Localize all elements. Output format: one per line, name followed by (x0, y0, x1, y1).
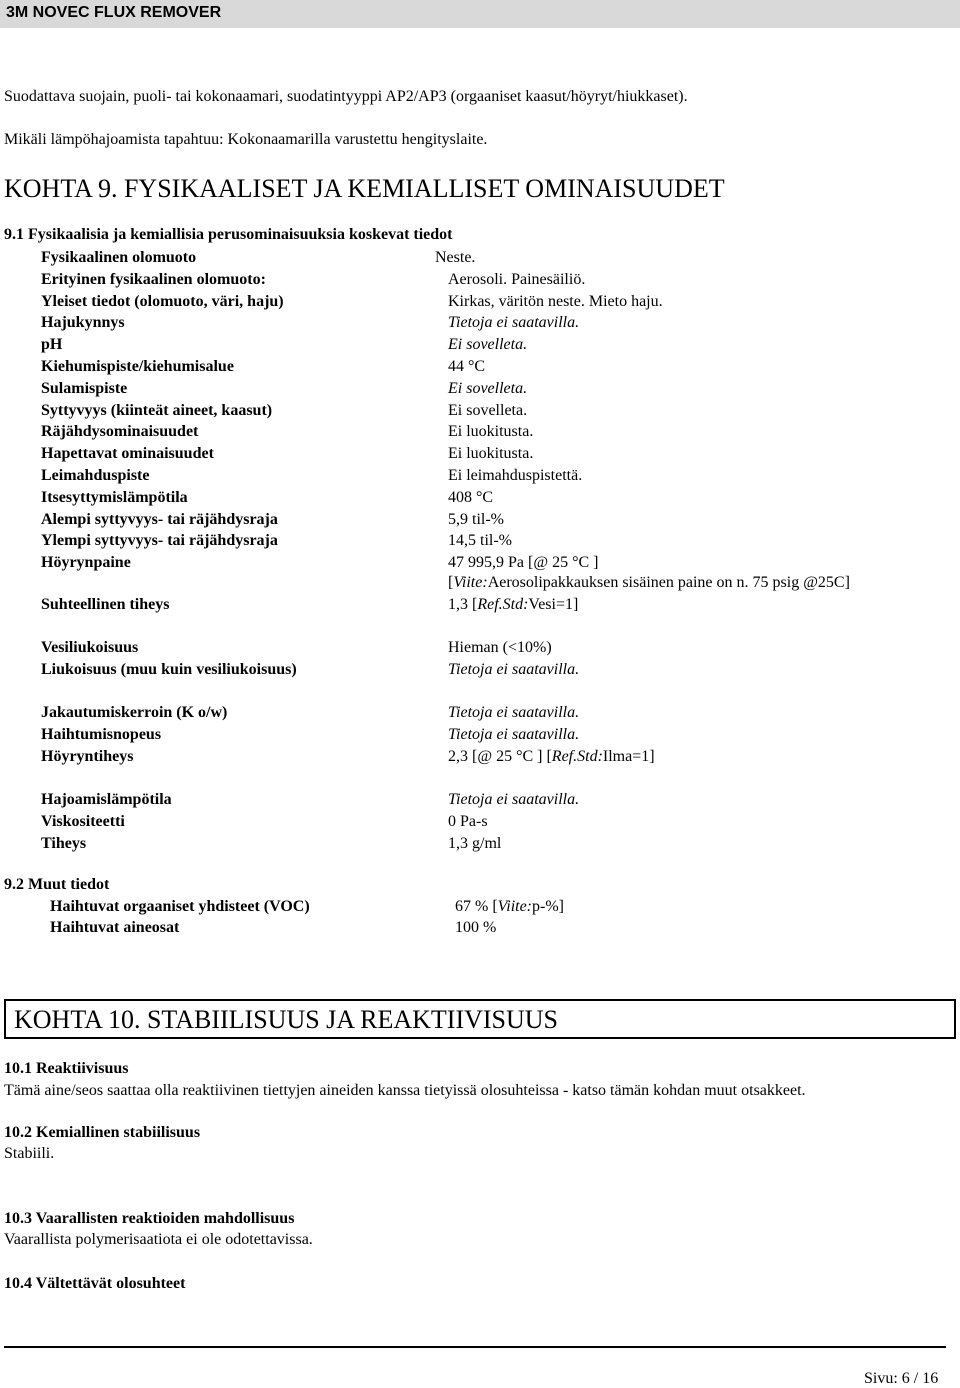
property-value: Ei luokitusta. (448, 423, 534, 441)
note-viite: Viite: (453, 574, 488, 591)
property-value: Ei luokitusta. (448, 445, 534, 463)
subsection-10-1-title: 10.1 Reaktiivisuus (4, 1060, 129, 1077)
property-label: Fysikaalinen olomuoto (41, 249, 197, 266)
value-part: 67 % [ (455, 898, 498, 915)
value-part: 2,3 [@ 25 °C ] [ (448, 748, 552, 765)
property-label: Jakautumiskerroin (K o/w) (41, 704, 228, 721)
property-value: Tietoja ei saatavilla. (448, 726, 580, 743)
note-bracket: [ (448, 574, 454, 591)
value-part: Ilma=1] (602, 748, 655, 765)
property-value: Aerosoli. Painesäiliö. (448, 270, 586, 288)
property-value: 14,5 til-% (448, 532, 512, 550)
ref-std: Ref.Std: (551, 748, 603, 765)
property-label: Räjähdysominaisuudet (41, 423, 199, 441)
subsection-10-4-title: 10.4 Vältettävät olosuhteet (4, 1275, 186, 1292)
property-value: Tietoja ei saatavilla. (448, 791, 580, 808)
property-value: Tietoja ei saatavilla. (448, 661, 580, 678)
subsection-10-2-title: 10.2 Kemiallinen stabiilisuus (4, 1124, 201, 1141)
property-label: Vesiliukoisuus (41, 639, 139, 656)
property-value: Hieman (<10%) (448, 639, 552, 656)
property-value: Ei sovelleta. (448, 401, 528, 419)
page-number: Sivu: 6 / 16 (864, 1370, 939, 1387)
note-text: Aerosolipakkauksen sisäinen paine on n. 75 psig @25C] (487, 574, 850, 591)
volatile-label: Haihtuvat aineosat (50, 919, 180, 936)
vapour-pressure-note (448, 574, 850, 592)
voc-value (455, 898, 564, 916)
value-part: 1,3 [ (448, 596, 478, 613)
value-part: p-%] (532, 898, 564, 915)
property-value: Tietoja ei saatavilla. (448, 314, 580, 332)
vapour-density-label: Höyryntiheys (41, 748, 134, 765)
property-value: Ei sovelleta. (448, 379, 528, 397)
section-9-title: KOHTA 9. FYSIKAALISET JA KEMIALLISET OMINAISUUDET (4, 174, 725, 203)
ref-std: Ref.Std: (477, 596, 529, 613)
property-value: 0 Pa-s (448, 813, 488, 830)
footer-divider (4, 1346, 946, 1348)
subsection-10-3-title: 10.3 Vaarallisten reaktioiden mahdollisuus (4, 1210, 295, 1227)
property-label: Liukoisuus (muu kuin vesiliukoisuus) (41, 661, 297, 678)
property-label: Sulamispiste (41, 379, 128, 397)
property-value: Tietoja ei saatavilla. (448, 704, 580, 721)
property-value: 408 °C (448, 488, 494, 506)
property-value: Ei sovelleta. (448, 336, 528, 354)
property-value: 47 995,9 Pa [@ 25 °C ] (448, 554, 599, 572)
header-bar (0, 0, 960, 28)
section-10-box (4, 999, 956, 1039)
subsection-9-2-title: 9.2 Muut tiedot (4, 876, 110, 893)
relative-density-label: Suhteellinen tiheys (41, 596, 170, 613)
subsection-10-3-text: Vaarallista polymerisaatiota ei ole odotettavissa. (4, 1231, 313, 1248)
value-part: Vesi=1] (528, 596, 579, 613)
property-label: Alempi syttyvyys- tai räjähdysraja (41, 510, 278, 528)
property-value: 1,3 g/ml (448, 835, 502, 852)
property-label: Kiehumispiste/kiehumisalue (41, 358, 234, 375)
property-label: Höyrynpaine (41, 554, 131, 572)
vapour-density-value (448, 748, 655, 766)
property-value: 5,9 til-% (448, 510, 504, 528)
subsection-10-2-text: Stabiili. (4, 1145, 55, 1162)
document-title: 3M NOVEC FLUX REMOVER (6, 4, 222, 21)
subsection-9-1-title: 9.1 Fysikaalisia ja kemiallisia perusominaisuuksia koskevat tiedot (4, 226, 453, 243)
property-label: Yleiset tiedot (olomuoto, väri, haju) (41, 292, 284, 310)
property-value: Kirkas, väritön neste. Mieto haju. (448, 292, 663, 310)
property-label: Viskositeetti (41, 813, 125, 830)
volatile-value: 100 % (455, 919, 497, 936)
intro-line-1: Suodattava suojain, puoli- tai kokonaamari, suodatintyyppi AP2/AP3 (orgaaniset kaasut/höyryt/hiukkaset). (4, 88, 688, 105)
intro-line-2: Mikäli lämpöhajoamista tapahtuu: Kokonaamarilla varustettu hengityslaite. (4, 131, 488, 148)
property-label: Haihtumisnopeus (41, 726, 162, 743)
section-10-title: KOHTA 10. STABIILISUUS JA REAKTIIVISUUS (14, 1005, 559, 1034)
property-label: Erityinen fysikaalinen olomuoto: (41, 270, 266, 288)
property-label: Itsesyttymislämpötila (41, 488, 188, 506)
note-viite: Viite: (497, 898, 533, 915)
property-label: Hajukynnys (41, 314, 125, 332)
property-label: Hapettavat ominaisuudet (41, 445, 214, 463)
subsection-10-1-text: Tämä aine/seos saattaa olla reaktiivinen tiettyjen aineiden kanssa tietyissä olosuhteissa - katso tämän kohdan muut otsakkeet. (4, 1082, 806, 1099)
voc-label: Haihtuvat orgaaniset yhdisteet (VOC) (50, 898, 310, 915)
property-value: 44 °C (448, 358, 486, 375)
relative-density-value (448, 596, 578, 614)
property-label: Hajoamislämpötila (41, 791, 172, 808)
property-label: Tiheys (41, 835, 87, 852)
property-label: Ylempi syttyvyys- tai räjähdysraja (41, 532, 278, 550)
property-label: Syttyvyys (kiinteät aineet, kaasut) (41, 401, 273, 419)
property-value: Neste. (435, 249, 476, 266)
property-label: pH (41, 336, 63, 354)
property-label: Leimahduspiste (41, 467, 150, 484)
property-value: Ei leimahduspistettä. (448, 467, 583, 484)
